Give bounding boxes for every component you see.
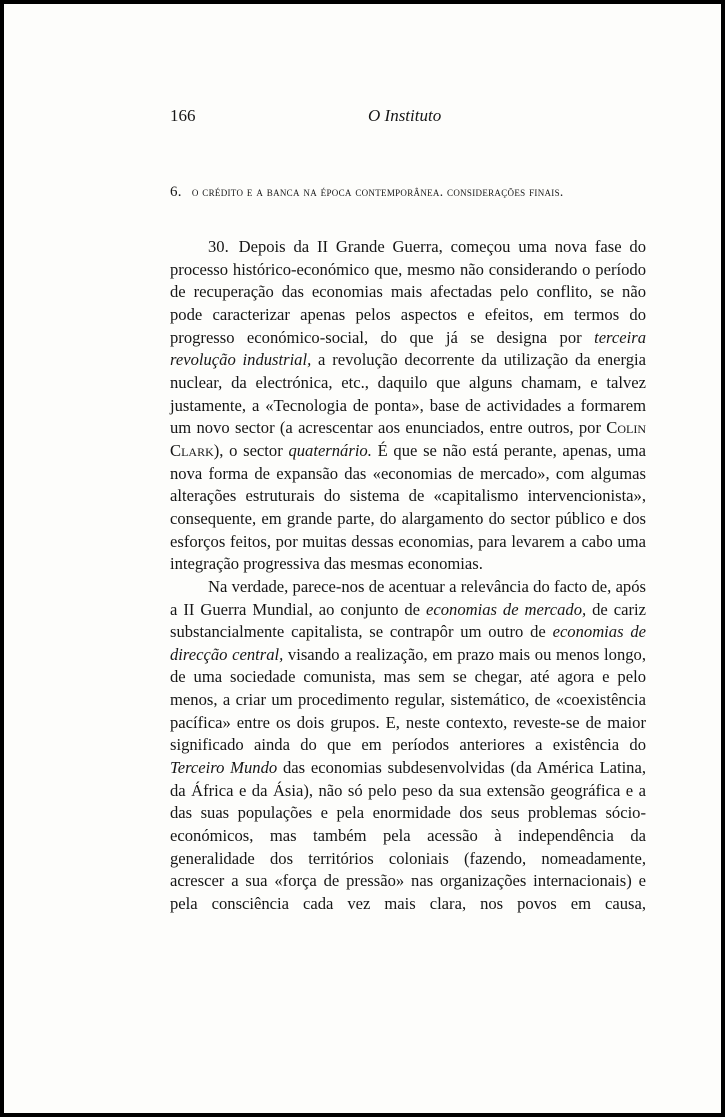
emphasis-term: terceira revolução industrial,	[170, 327, 646, 370]
paragraph-number: 30.	[208, 237, 229, 256]
section-title: o crédito e a banca na época contemporânea. considerações finais.	[191, 184, 564, 199]
paragraph	[170, 236, 646, 576]
text-segment: a revolução decorrente da utilização da energia nuclear, da electrónica, etc., daquilo que alguns chamam, e talvez justamente, a «Tecnologia de ponta», base de actividades a formarem um novo sector (a acrescentar aos enunciados, entre outros, por	[170, 350, 646, 438]
body-text	[170, 236, 646, 916]
section-number: 6.	[170, 184, 182, 200]
emphasis-term: quaternário.	[288, 440, 372, 460]
text-segment: das economias subdesenvolvidas (da América Latina, da África e da Ásia), não só pelo peso da sua extensão geográfica e a das suas populações e pela enormidade dos seus problemas sócio-económicos, mas também pela acessão à independência da generalidade dos territórios coloniais (fazendo, nomeadamente, acrescer a sua «força de pressão» nas organizações internacionais) e pela consciência cada vez mais clara, nos povos em causa,	[170, 758, 646, 914]
page-number: 166	[170, 106, 196, 125]
text-segment: Na verdade, parece-nos de acentuar a relevância do facto de, após a II Guerra Mundial, ao conjunto de	[170, 576, 646, 619]
text-segment: ), o sector	[213, 440, 289, 460]
emphasis-term: Terceiro Mundo	[170, 758, 278, 778]
text-segment: É que se não está perante, apenas, uma nova forma de expansão das «economias de mercado», com algumas alterações estruturais do sistema de «capitalismo intervencionista», consequente, em grande parte, do alargamento do sector público e dos esforços feitos, por muitas dessas economias, para levarem a cabo uma integração progressiva das mesmas economias.	[170, 440, 646, 574]
section-heading	[170, 179, 646, 205]
running-title: O Instituto	[368, 106, 442, 125]
page-header	[4, 106, 721, 136]
emphasis-term: economias de direcção central,	[170, 622, 647, 664]
emphasis-term: economias de mercado,	[426, 599, 587, 619]
text-segment: Depois da II Grande Guerra, começou uma nova fase do processo histórico-económico que, mesmo não considerando o período de recuperação das economias mais afectadas pelo conflito, se não pode caracterizar apenas pelos aspectos e efeitos, em termos do progresso económico-social, do que já se designa por	[170, 237, 646, 347]
paragraph	[170, 576, 646, 916]
author-name: Colin Clark	[170, 418, 646, 460]
text-segment: visando a realização, em prazo mais ou menos longo, de uma sociedade comunista, mas sem se chegar, até agora e pelo menos, a criar um procedimento regular, sistemático, de «coexistência pacífica» entre os dois grupos. E, neste contexto, reveste-se de maior significado ainda do que em períodos anteriores a existência do	[170, 644, 646, 755]
text-segment: de cariz substancialmente capitalista, se contrapôr um outro de	[170, 599, 646, 642]
